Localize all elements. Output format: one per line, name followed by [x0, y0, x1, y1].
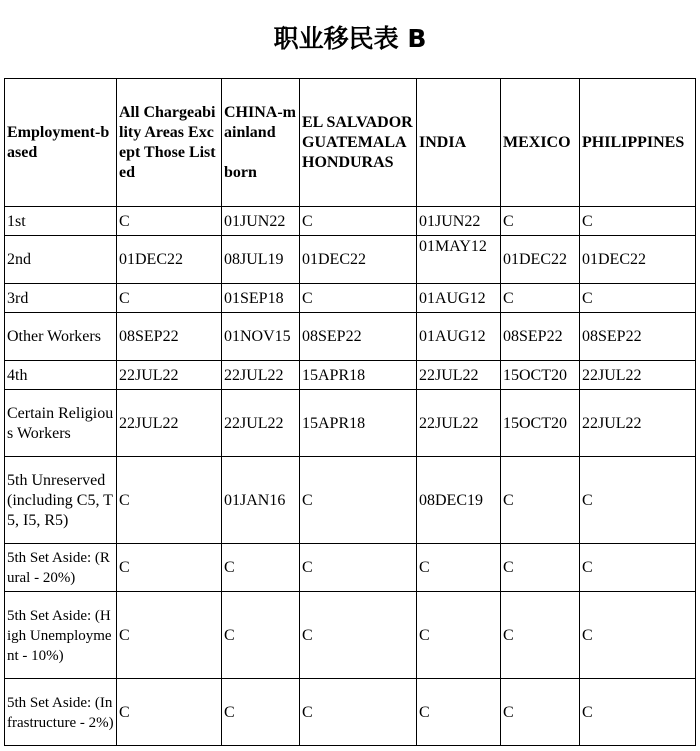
title-latin: B: [407, 24, 427, 53]
cell-mexico: C: [501, 679, 580, 746]
cell-all-areas: C: [117, 679, 222, 746]
cell-china: 22JUL22: [222, 390, 300, 457]
cell-china: 01NOV15: [222, 313, 300, 361]
table-row: [5, 390, 696, 457]
row-category: 3rd: [5, 284, 117, 313]
table-header-row: [5, 79, 696, 207]
cell-china: 08JUL19: [222, 236, 300, 284]
cell-philippines: 01DEC22: [580, 236, 696, 284]
cell-el-salvador: C: [300, 679, 417, 746]
cell-el-salvador: 08SEP22: [300, 313, 417, 361]
row-category: 5th Set Aside: (Infrastructure - 2%): [5, 679, 117, 746]
cell-mexico: C: [501, 284, 580, 313]
cell-mexico: C: [501, 544, 580, 592]
cell-mexico: 08SEP22: [501, 313, 580, 361]
cell-mexico: C: [501, 207, 580, 236]
header-china: CHINA-mainland born: [222, 79, 300, 207]
cell-el-salvador: 15APR18: [300, 361, 417, 390]
table-row: [5, 313, 696, 361]
visa-bulletin-table: [4, 78, 696, 746]
row-category: 1st: [5, 207, 117, 236]
cell-india: C: [417, 544, 501, 592]
cell-india: 08DEC19: [417, 457, 501, 544]
cell-el-salvador: 15APR18: [300, 390, 417, 457]
cell-el-salvador: C: [300, 592, 417, 679]
cell-philippines: C: [580, 207, 696, 236]
table-row: [5, 361, 696, 390]
cell-india: C: [417, 679, 501, 746]
cell-philippines: 22JUL22: [580, 361, 696, 390]
cell-mexico: 01DEC22: [501, 236, 580, 284]
cell-china: C: [222, 679, 300, 746]
cell-india: C: [417, 592, 501, 679]
row-category: 5th Set Aside: (Rural - 20%): [5, 544, 117, 592]
cell-all-areas: C: [117, 544, 222, 592]
cell-philippines: C: [580, 679, 696, 746]
cell-mexico: C: [501, 457, 580, 544]
table-row: [5, 679, 696, 746]
cell-all-areas: C: [117, 284, 222, 313]
header-mexico: MEXICO: [501, 79, 580, 207]
cell-all-areas: 01DEC22: [117, 236, 222, 284]
cell-all-areas: 22JUL22: [117, 361, 222, 390]
title-cjk: 职业移民表: [273, 24, 399, 53]
cell-philippines: C: [580, 592, 696, 679]
cell-philippines: C: [580, 457, 696, 544]
cell-india: 01MAY12: [417, 236, 501, 284]
cell-philippines: 08SEP22: [580, 313, 696, 361]
cell-all-areas: 08SEP22: [117, 313, 222, 361]
row-category: 5th Set Aside: (High Unemployment - 10%): [5, 592, 117, 679]
row-category: 5th Unreserved (including C5, T5, I5, R5): [5, 457, 117, 544]
table-row: [5, 592, 696, 679]
cell-el-salvador: C: [300, 544, 417, 592]
cell-india: 22JUL22: [417, 390, 501, 457]
table-row: [5, 457, 696, 544]
header-philippines: PHILIPPINES: [580, 79, 696, 207]
row-category: 4th: [5, 361, 117, 390]
cell-el-salvador: 01DEC22: [300, 236, 417, 284]
cell-china: C: [222, 592, 300, 679]
table-row: [5, 236, 696, 284]
cell-philippines: C: [580, 544, 696, 592]
cell-el-salvador: C: [300, 207, 417, 236]
cell-mexico: C: [501, 592, 580, 679]
cell-all-areas: C: [117, 457, 222, 544]
cell-mexico: 15OCT20: [501, 361, 580, 390]
cell-india: 01AUG12: [417, 313, 501, 361]
row-category: Other Workers: [5, 313, 117, 361]
header-all-areas: All Chargeability Areas Except Those Listed: [117, 79, 222, 207]
row-category: Certain Religious Workers: [5, 390, 117, 457]
header-category: Employment-based: [5, 79, 117, 207]
page-title: [0, 22, 700, 56]
table-row: [5, 544, 696, 592]
cell-china: 01JUN22: [222, 207, 300, 236]
cell-china: 22JUL22: [222, 361, 300, 390]
table-row: [5, 284, 696, 313]
cell-all-areas: 22JUL22: [117, 390, 222, 457]
cell-china: 01JAN16: [222, 457, 300, 544]
table-row: [5, 207, 696, 236]
row-category: 2nd: [5, 236, 117, 284]
cell-india: 01JUN22: [417, 207, 501, 236]
header-el-salvador: EL SALVADOR GUATEMALA HONDURAS: [300, 79, 417, 207]
cell-philippines: C: [580, 284, 696, 313]
cell-all-areas: C: [117, 207, 222, 236]
cell-el-salvador: C: [300, 457, 417, 544]
cell-india: 01AUG12: [417, 284, 501, 313]
cell-mexico: 15OCT20: [501, 390, 580, 457]
cell-china: 01SEP18: [222, 284, 300, 313]
cell-el-salvador: C: [300, 284, 417, 313]
cell-india: 22JUL22: [417, 361, 501, 390]
cell-china: C: [222, 544, 300, 592]
header-india: INDIA: [417, 79, 501, 207]
cell-philippines: 22JUL22: [580, 390, 696, 457]
cell-all-areas: C: [117, 592, 222, 679]
